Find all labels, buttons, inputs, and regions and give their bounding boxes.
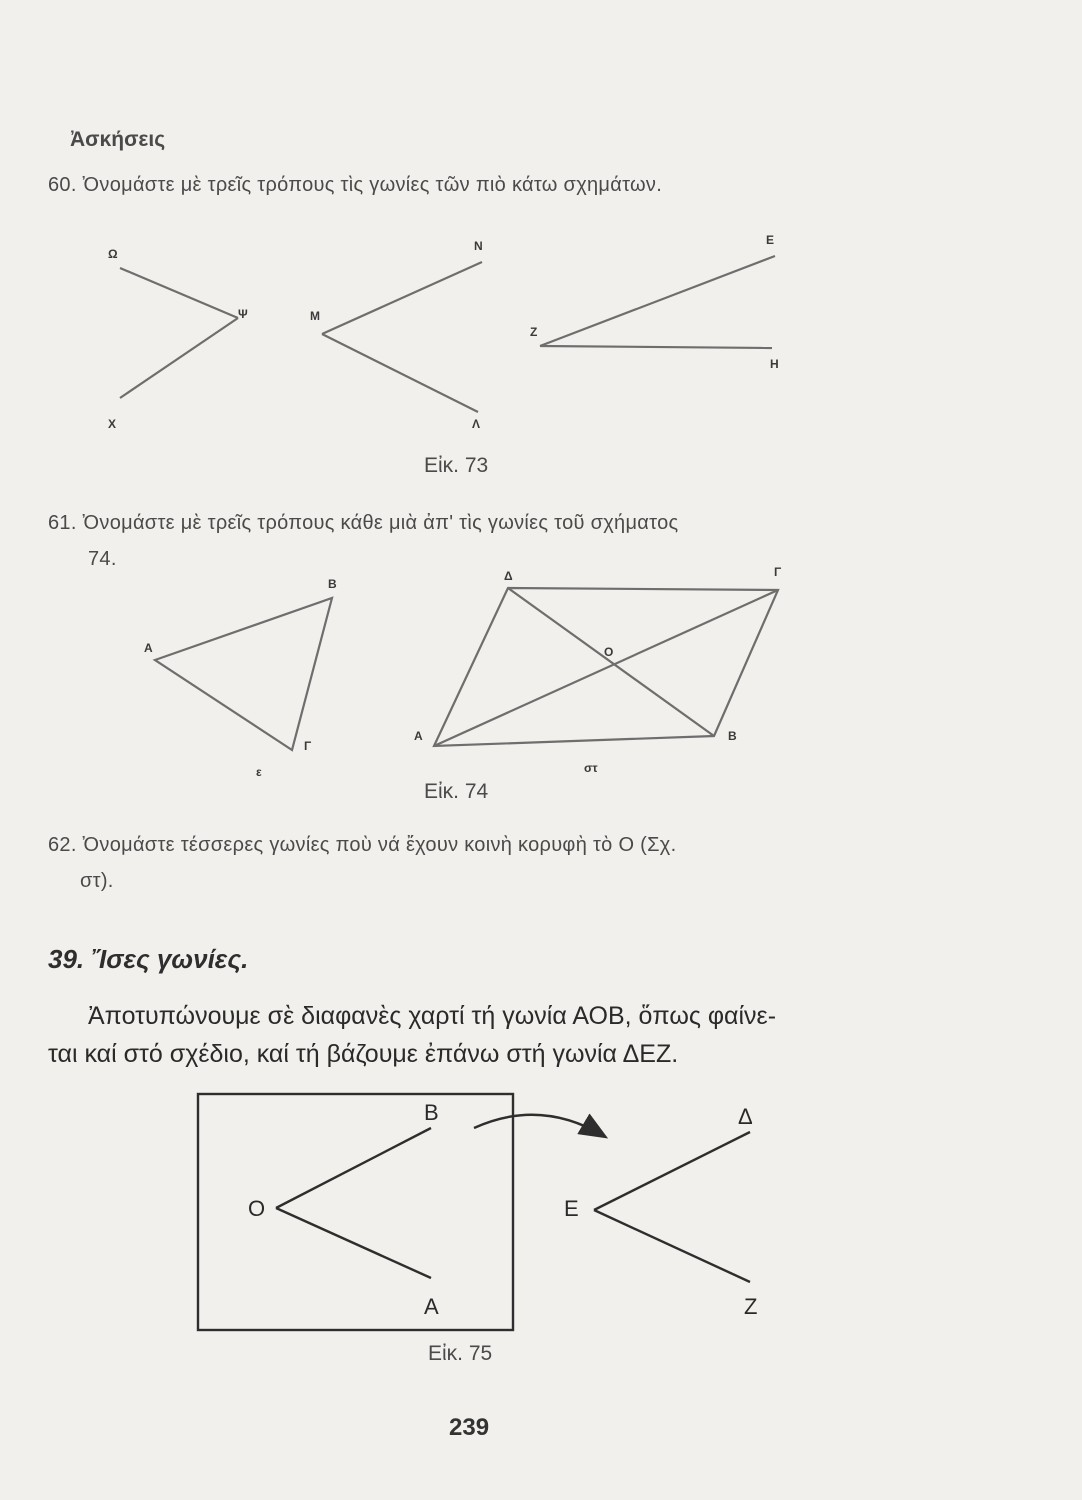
- fig75-ray-E-Z: [594, 1210, 750, 1282]
- fig74-label-tri-B: Β: [328, 577, 337, 591]
- fig73-label-mu: Μ: [310, 309, 320, 323]
- fig75-ray-O-B: [276, 1128, 431, 1208]
- fig74-label-tri-e: ε: [256, 765, 262, 779]
- fig75-ray-O-A: [276, 1208, 431, 1278]
- exercise-61-text-line2: 74.: [88, 548, 117, 570]
- fig74-label-par-G: Γ: [774, 565, 782, 579]
- exercise-60-text: 60. Ὀνομάστε μὲ τρεῖς τρόπους τὶς γωνίες τῶν πιὸ κάτω σχημάτων.: [48, 174, 663, 196]
- fig73-label-omega: Ω: [108, 247, 118, 261]
- tracing-paper-frame: [198, 1094, 513, 1330]
- fig75-label-E: Ε: [564, 1196, 579, 1221]
- fig73-caption: Εἰκ. 73: [424, 454, 489, 477]
- fig74-label-par-D: Δ: [504, 569, 513, 583]
- fig75-label-B: Β: [424, 1100, 439, 1125]
- fig73-label-psi: Ψ: [238, 307, 248, 321]
- fig75-caption: Εἰκ. 75: [428, 1342, 493, 1365]
- section-39-heading: 39. Ἴσες γωνίες.: [48, 944, 249, 974]
- fig74-label-par-B: Β: [728, 729, 737, 743]
- fig73-label-epsilon: Ε: [766, 233, 775, 247]
- exercise-61-text-line1: 61. Ὀνομάστε μὲ τρεῖς τρόπους κάθε μιὰ ἀπ' τὶς γωνίες τοῦ σχήματος: [48, 512, 679, 534]
- fig75-label-D: Δ: [738, 1104, 753, 1129]
- fig74-label-tri-A: Α: [144, 641, 153, 655]
- fig75-label-Z: Ζ: [744, 1294, 758, 1319]
- exercise-62-text-line1: 62. Ὀνομάστε τέσσερες γωνίες ποὺ νά ἔχουν κοινὴ κορυφὴ τὸ Ο (Σχ.: [48, 834, 677, 856]
- fig73-label-nu: Ν: [474, 239, 483, 253]
- fig73-label-zeta: Ζ: [530, 325, 538, 339]
- section-39-paragraph-line2: ται καί στό σχέδιο, καί τή βάζουμε ἐπάνω στή γωνία ΔΕΖ.: [48, 1040, 679, 1068]
- fig75-label-O: Ο: [248, 1196, 266, 1221]
- fig73-label-lambda: Λ: [472, 417, 481, 431]
- exercise-62-text-line2: στ).: [80, 870, 114, 892]
- fig74-label-par-st: στ: [584, 761, 598, 775]
- fig73-label-chi: Χ: [108, 417, 117, 431]
- fig74-label-par-A: Α: [414, 729, 423, 743]
- fig74-label-tri-G: Γ: [304, 739, 312, 753]
- fig74-label-par-O: Ο: [604, 645, 614, 659]
- fig75-ray-E-D: [594, 1132, 750, 1210]
- fig75-label-A: Α: [424, 1294, 439, 1319]
- section-39-paragraph-line1: Ἀποτυπώνουμε σὲ διαφανὲς χαρτί τή γωνία ΑΟΒ, ὅπως φαίνε-: [88, 1002, 777, 1030]
- fig73-label-eta: Η: [770, 357, 779, 371]
- fig74-caption: Εἰκ. 74: [424, 780, 489, 803]
- exercises-heading: Ἀσκήσεις: [70, 128, 166, 151]
- fig75-transfer-arrow: [474, 1115, 604, 1136]
- page-number: 239: [449, 1414, 490, 1441]
